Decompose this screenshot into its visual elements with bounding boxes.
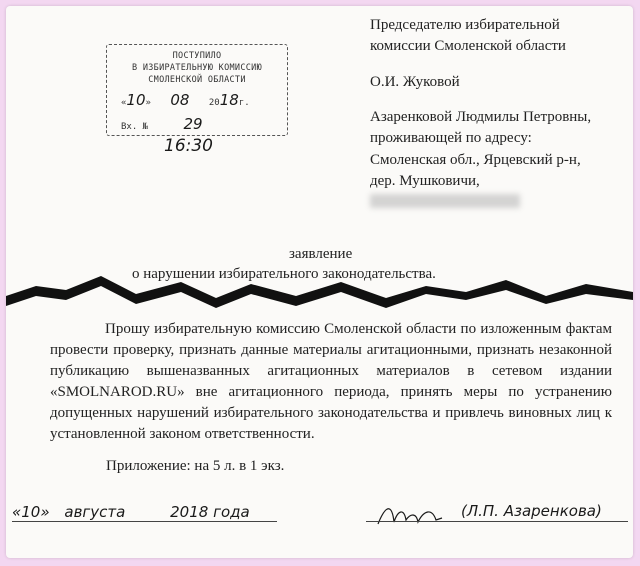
- stamp-number-label: Вх. №: [121, 122, 149, 132]
- stamp-date: «10» 08 2018г.: [121, 91, 250, 109]
- received-stamp: [106, 44, 288, 136]
- stamp-line-2: В ИЗБИРАТЕЛЬНУЮ КОМИССИЮ: [131, 63, 263, 73]
- doc-title: заявление: [289, 246, 353, 262]
- document-sheet: [6, 6, 633, 558]
- signature-underline: [366, 521, 628, 522]
- stamp-line-1: ПОСТУПИЛО: [172, 51, 222, 61]
- appendix-line: Приложение: на 5 л. в 1 экз.: [106, 458, 285, 474]
- signature-date: [12, 503, 250, 521]
- stamp-date-suffix: г.: [238, 98, 250, 108]
- stamp-number-value: 29: [183, 115, 203, 133]
- signature-scribble: [376, 500, 446, 528]
- signature-name: (Л.П. Азаренкова): [461, 502, 602, 520]
- recipient-name: О.И. Жуковой: [370, 74, 460, 90]
- sender-line-3: Смоленская обл., Ярцевский р-н,: [370, 152, 581, 168]
- recipient-line-2: комиссии Смоленской области: [370, 38, 566, 54]
- stamp-date-day: 10: [126, 91, 146, 109]
- sender-line-4: дер. Мушковичи,: [370, 173, 480, 189]
- stamp-date-month: 08: [170, 91, 190, 109]
- signature-date-month: августа: [64, 503, 126, 521]
- doc-subtitle: о нарушении избирательного законодательства.: [132, 266, 436, 282]
- redacted-address: [370, 194, 520, 208]
- sender-line-1: Азаренковой Людмилы Петровны,: [370, 109, 592, 125]
- signature-date-day: «10»: [12, 503, 50, 521]
- stamp-date-year-prefix: 20: [208, 98, 220, 108]
- stamp-number: [121, 115, 203, 133]
- signature-date-underline: [12, 521, 277, 522]
- stamp-date-year: 18: [219, 91, 239, 109]
- body-paragraph: Прошу избирательную комиссию Смоленской области по изложенным фактам провести проверку, признать данные материалы агитационными, признать незаконной публикацию вышеназванных агитационных материалов в сетевом издании «SMOLNAROD.RU» вне агитационного периода, принять меры по устранению допущенных нарушений избирательного законодательства и привлечь виновных лиц к установленной законом ответственности.: [50, 321, 612, 442]
- signature-date-year: 2018 года: [170, 503, 250, 521]
- sender-line-2: проживающей по адресу:: [370, 130, 532, 146]
- torn-edge-divider: [6, 254, 633, 324]
- recipient-line-1: Председателю избирательной: [370, 17, 560, 33]
- stamp-time: 16:30: [164, 136, 213, 156]
- stamp-line-3: СМОЛЕНСКОЙ ОБЛАСТИ: [148, 75, 246, 85]
